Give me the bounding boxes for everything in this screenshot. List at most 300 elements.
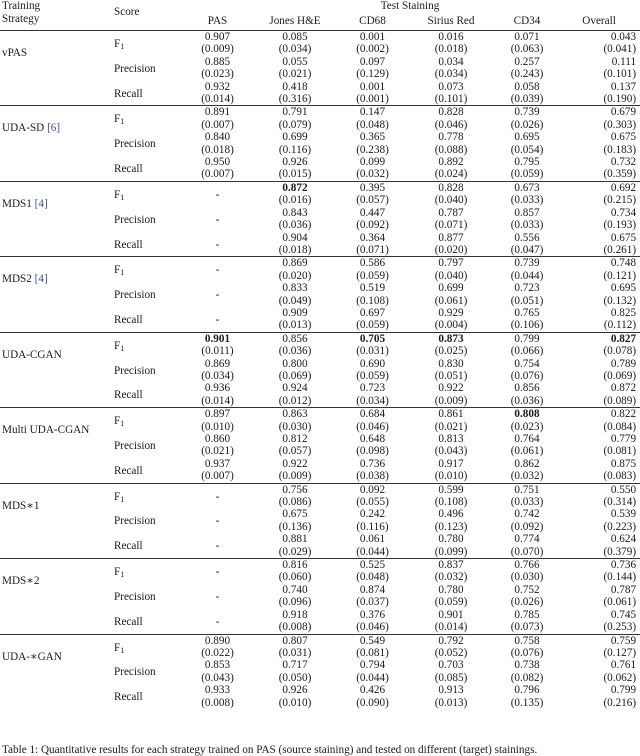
std-value: (0.085) xyxy=(434,671,468,684)
value-cell-pas xyxy=(180,31,255,56)
mean-value: 0.795 xyxy=(514,156,540,169)
header-row-1 xyxy=(0,0,640,15)
std-value: (0.106) xyxy=(510,319,544,332)
value-cell-jones-he xyxy=(255,332,335,357)
mean-value: 0.754 xyxy=(514,357,540,370)
strategy-citation: [4] xyxy=(34,197,48,210)
mean-value: 0.780 xyxy=(438,583,464,596)
std-value: (0.016) xyxy=(278,194,312,207)
value-cell-cd34 xyxy=(492,257,562,282)
std-value: (0.223) xyxy=(603,520,637,533)
mean-value: 0.675 xyxy=(610,131,637,144)
metric-subscript: 1 xyxy=(120,343,125,353)
value-cell-jones-he xyxy=(255,31,335,56)
metric-f1-label xyxy=(110,106,180,131)
std-value: (0.071) xyxy=(356,243,389,256)
value-cell-cd68 xyxy=(335,433,410,458)
value-cell-pas xyxy=(180,81,255,106)
std-value: (0.026) xyxy=(510,118,544,131)
std-value: (0.008) xyxy=(278,621,312,634)
table-row xyxy=(0,31,640,56)
std-value: (0.032) xyxy=(356,168,389,181)
std-value: (0.116) xyxy=(356,520,389,533)
mean-value: 0.833 xyxy=(282,282,308,295)
metric-precision-label xyxy=(110,659,180,684)
mean-value: 0.936 xyxy=(204,382,231,395)
value-cell-sirius-red xyxy=(410,207,492,232)
std-value: (0.043) xyxy=(201,671,234,684)
metric-f1-label xyxy=(110,408,180,433)
std-value: (0.081) xyxy=(356,646,389,659)
strategy-name: MDS∗2 xyxy=(2,575,40,588)
value-cell-pas xyxy=(180,684,255,709)
std-value: (0.073) xyxy=(510,621,544,634)
mean-value: 0.058 xyxy=(514,80,540,93)
value-cell-cd68 xyxy=(335,207,410,232)
std-value: (0.013) xyxy=(278,319,312,332)
mean-value: 0.364 xyxy=(359,231,386,244)
not-applicable-dash: - xyxy=(215,313,220,326)
std-value: (0.033) xyxy=(510,219,544,232)
std-value: (0.136) xyxy=(278,520,312,533)
value-cell-sirius-red xyxy=(410,181,492,206)
mean-value: 0.099 xyxy=(359,156,386,169)
value-cell-sirius-red xyxy=(410,408,492,433)
std-value: (0.061) xyxy=(510,445,544,458)
mean-value: 0.872 xyxy=(610,382,637,395)
metric-name: Recall xyxy=(114,540,143,553)
metric-name: Precision xyxy=(114,666,156,679)
mean-value: 0.799 xyxy=(610,684,637,697)
value-cell-overall xyxy=(562,358,640,383)
std-value: (0.024) xyxy=(434,168,468,181)
std-value: (0.098) xyxy=(356,445,389,458)
metric-precision-label xyxy=(110,131,180,156)
value-cell-overall xyxy=(562,131,640,156)
strategy-name: MDS1 xyxy=(2,197,32,210)
metric-name: Precision xyxy=(114,213,156,226)
std-value: (0.008) xyxy=(201,696,234,709)
std-value: (0.127) xyxy=(603,646,637,659)
mean-value: 0.695 xyxy=(514,131,540,144)
std-value: (0.036) xyxy=(278,345,312,358)
std-value: (0.046) xyxy=(356,621,389,634)
mean-value: 0.822 xyxy=(610,408,637,421)
std-value: (0.070) xyxy=(510,545,544,558)
value-cell-overall xyxy=(562,483,640,508)
std-value: (0.359) xyxy=(603,168,637,181)
mean-value: 0.697 xyxy=(359,306,386,319)
std-value: (0.253) xyxy=(603,621,637,634)
strategy-name: MDS2 xyxy=(2,273,32,286)
value-cell-cd68 xyxy=(335,508,410,533)
value-cell-cd34 xyxy=(492,559,562,584)
metric-name: Recall xyxy=(114,238,143,251)
metric-precision-label xyxy=(110,282,180,307)
mean-value: 0.907 xyxy=(204,31,231,43)
mean-value: 0.937 xyxy=(204,457,231,470)
std-value: (0.009) xyxy=(201,43,234,56)
value-cell-sirius-red xyxy=(410,382,492,407)
metric-recall-label xyxy=(110,533,180,558)
std-value: (0.046) xyxy=(356,420,389,433)
value-cell-sirius-red xyxy=(410,282,492,307)
std-value: (0.044) xyxy=(510,269,544,282)
metric-name: Recall xyxy=(114,464,143,477)
table-row xyxy=(0,257,640,282)
value-cell-cd68 xyxy=(335,408,410,433)
value-cell-pas xyxy=(180,559,255,584)
std-value: (0.004) xyxy=(434,319,468,332)
value-cell-jones-he xyxy=(255,533,335,558)
std-value: (0.216) xyxy=(603,696,637,709)
value-cell-cd34 xyxy=(492,156,562,181)
mean-value: 0.828 xyxy=(438,106,464,119)
results-table-body xyxy=(0,31,640,709)
mean-value: 0.723 xyxy=(514,282,540,295)
value-cell-cd68 xyxy=(335,533,410,558)
std-value: (0.020) xyxy=(278,269,312,282)
value-cell-overall xyxy=(562,307,640,332)
std-value: (0.034) xyxy=(278,43,312,56)
value-cell-cd68 xyxy=(335,358,410,383)
mean-value: 0.705 xyxy=(359,332,386,345)
value-cell-cd34 xyxy=(492,382,562,407)
value-cell-cd34 xyxy=(492,659,562,684)
std-value: (0.076) xyxy=(510,369,544,382)
std-value: (0.078) xyxy=(603,345,637,358)
std-value: (0.044) xyxy=(356,671,389,684)
value-cell-cd34 xyxy=(492,56,562,81)
value-cell-jones-he xyxy=(255,307,335,332)
value-cell-jones-he xyxy=(255,106,335,131)
std-value: (0.037) xyxy=(356,596,389,609)
mean-value: 0.922 xyxy=(282,457,308,470)
value-cell-cd34 xyxy=(492,181,562,206)
mean-value: 0.734 xyxy=(610,206,637,219)
value-cell-jones-he xyxy=(255,634,335,659)
std-value: (0.001) xyxy=(356,93,389,106)
strategy-name: UDA-SD xyxy=(2,122,45,135)
mean-value: 0.764 xyxy=(514,433,540,445)
mean-value: 0.861 xyxy=(438,408,464,421)
mean-value: 0.828 xyxy=(438,181,464,194)
value-cell-overall xyxy=(562,282,640,307)
mean-value: 0.751 xyxy=(514,483,540,496)
value-cell-pas xyxy=(180,307,255,332)
std-value: (0.030) xyxy=(278,420,312,433)
std-value: (0.002) xyxy=(356,43,389,56)
not-applicable-dash: - xyxy=(215,490,220,503)
value-cell-overall xyxy=(562,106,640,131)
std-value: (0.011) xyxy=(201,345,234,358)
mean-value: 0.732 xyxy=(610,156,637,169)
value-cell-sirius-red xyxy=(410,533,492,558)
not-applicable-dash: - xyxy=(215,264,220,277)
mean-value: 0.739 xyxy=(514,257,540,270)
metric-subscript: 1 xyxy=(120,192,125,202)
std-value: (0.057) xyxy=(278,445,312,458)
metric-name: F xyxy=(114,113,121,126)
value-cell-sirius-red xyxy=(410,458,492,483)
value-cell-cd68 xyxy=(335,282,410,307)
std-value: (0.041) xyxy=(603,43,637,56)
value-cell-cd68 xyxy=(335,634,410,659)
mean-value: 0.890 xyxy=(204,634,231,647)
std-value: (0.193) xyxy=(603,219,637,232)
std-value: (0.033) xyxy=(510,496,544,509)
mean-value: 0.874 xyxy=(359,583,386,596)
mean-value: 0.426 xyxy=(359,684,386,697)
std-value: (0.059) xyxy=(434,596,468,609)
mean-value: 0.539 xyxy=(610,508,637,521)
mean-value: 0.892 xyxy=(438,156,464,169)
value-cell-pas xyxy=(180,257,255,282)
value-cell-overall xyxy=(562,56,640,81)
table-row xyxy=(0,332,640,357)
mean-value: 0.071 xyxy=(514,31,540,43)
metric-recall-label xyxy=(110,458,180,483)
training-strategy-cell xyxy=(0,181,110,256)
value-cell-sirius-red xyxy=(410,81,492,106)
std-value: (0.038) xyxy=(356,470,389,483)
std-value: (0.033) xyxy=(510,194,544,207)
strategy-name: UDA-CGAN xyxy=(2,348,62,361)
std-value: (0.059) xyxy=(356,369,389,382)
std-value: (0.010) xyxy=(201,420,234,433)
mean-value: 0.016 xyxy=(438,31,464,43)
value-cell-pas xyxy=(180,131,255,156)
value-cell-cd68 xyxy=(335,257,410,282)
std-value: (0.101) xyxy=(434,93,468,106)
table-row xyxy=(0,408,640,433)
mean-value: 0.860 xyxy=(204,433,231,445)
std-value: (0.018) xyxy=(278,243,312,256)
std-value: (0.040) xyxy=(434,269,468,282)
std-value: (0.054) xyxy=(510,143,544,156)
value-cell-cd34 xyxy=(492,584,562,609)
table-row xyxy=(0,181,640,206)
value-cell-sirius-red xyxy=(410,307,492,332)
value-cell-sirius-red xyxy=(410,31,492,56)
strategy-citation: [6] xyxy=(47,122,61,135)
mean-value: 0.780 xyxy=(438,533,464,546)
value-cell-pas xyxy=(180,659,255,684)
mean-value: 0.933 xyxy=(204,684,231,697)
mean-value: 0.740 xyxy=(282,583,308,596)
mean-value: 0.774 xyxy=(514,533,540,546)
value-cell-jones-he xyxy=(255,257,335,282)
mean-value: 0.061 xyxy=(359,533,386,546)
mean-value: 0.137 xyxy=(610,80,637,93)
value-cell-jones-he xyxy=(255,433,335,458)
mean-value: 0.787 xyxy=(438,206,464,219)
not-applicable-dash: - xyxy=(215,238,220,251)
mean-value: 0.785 xyxy=(514,608,540,621)
mean-value: 0.673 xyxy=(514,181,540,194)
mean-value: 0.679 xyxy=(610,106,637,119)
value-cell-overall xyxy=(562,81,640,106)
metric-name: F xyxy=(114,566,121,579)
strategy-name: UDA-∗GAN xyxy=(2,650,62,663)
value-cell-pas xyxy=(180,458,255,483)
value-cell-jones-he xyxy=(255,382,335,407)
value-cell-overall xyxy=(562,433,640,458)
value-cell-cd68 xyxy=(335,483,410,508)
value-cell-jones-he xyxy=(255,609,335,634)
mean-value: 0.586 xyxy=(359,257,386,270)
mean-value: 0.759 xyxy=(610,634,637,647)
std-value: (0.112) xyxy=(603,319,637,332)
std-value: (0.088) xyxy=(434,143,468,156)
value-cell-jones-he xyxy=(255,508,335,533)
value-cell-sirius-red xyxy=(410,156,492,181)
metric-f1-label xyxy=(110,332,180,357)
value-cell-sirius-red xyxy=(410,559,492,584)
header-col-cd34: CD34 xyxy=(492,15,562,31)
mean-value: 0.869 xyxy=(282,257,308,270)
mean-value: 0.766 xyxy=(514,559,540,572)
mean-value: 0.922 xyxy=(438,382,464,395)
table-row xyxy=(0,106,640,131)
metric-subscript: 1 xyxy=(120,419,125,429)
std-value: (0.014) xyxy=(201,93,234,106)
metric-precision-label xyxy=(110,56,180,81)
value-cell-pas xyxy=(180,609,255,634)
value-cell-cd68 xyxy=(335,31,410,56)
value-cell-jones-he xyxy=(255,684,335,709)
value-cell-overall xyxy=(562,609,640,634)
value-cell-sirius-red xyxy=(410,106,492,131)
value-cell-cd34 xyxy=(492,684,562,709)
value-cell-jones-he xyxy=(255,584,335,609)
value-cell-jones-he xyxy=(255,358,335,383)
metric-name: Recall xyxy=(114,389,143,402)
std-value: (0.015) xyxy=(278,168,312,181)
value-cell-pas xyxy=(180,358,255,383)
table-row xyxy=(0,559,640,584)
not-applicable-dash: - xyxy=(215,540,220,553)
mean-value: 0.797 xyxy=(438,257,464,270)
mean-value: 0.917 xyxy=(438,457,464,470)
mean-value: 0.097 xyxy=(359,55,386,68)
std-value: (0.023) xyxy=(510,420,544,433)
value-cell-cd34 xyxy=(492,207,562,232)
training-strategy-cell xyxy=(0,408,110,483)
training-strategy-cell xyxy=(0,106,110,181)
std-value: (0.051) xyxy=(434,369,468,382)
mean-value: 0.745 xyxy=(610,608,637,621)
value-cell-cd68 xyxy=(335,332,410,357)
metric-name: Precision xyxy=(114,440,156,452)
value-cell-cd34 xyxy=(492,232,562,257)
mean-value: 0.827 xyxy=(610,332,637,345)
mean-value: 0.787 xyxy=(610,583,637,596)
std-value: (0.021) xyxy=(201,445,234,458)
strategy-name: vPAS xyxy=(2,47,28,59)
std-value: (0.026) xyxy=(510,596,544,609)
mean-value: 0.924 xyxy=(282,382,308,395)
std-value: (0.039) xyxy=(510,93,544,106)
mean-value: 0.738 xyxy=(514,659,540,672)
value-cell-sirius-red xyxy=(410,508,492,533)
value-cell-cd68 xyxy=(335,307,410,332)
std-value: (0.061) xyxy=(434,294,468,307)
metric-recall-label xyxy=(110,232,180,257)
value-cell-pas xyxy=(180,584,255,609)
value-cell-cd34 xyxy=(492,408,562,433)
std-value: (0.034) xyxy=(434,68,468,81)
mean-value: 0.913 xyxy=(438,684,464,697)
value-cell-sirius-red xyxy=(410,483,492,508)
std-value: (0.047) xyxy=(510,243,544,256)
mean-value: 0.881 xyxy=(282,533,308,546)
mean-value: 0.796 xyxy=(514,684,540,697)
std-value: (0.021) xyxy=(278,68,312,81)
metric-name: Recall xyxy=(114,163,143,176)
std-value: (0.029) xyxy=(278,545,312,558)
std-value: (0.059) xyxy=(356,319,389,332)
std-value: (0.101) xyxy=(603,68,637,81)
strategy-name: MDS∗1 xyxy=(2,499,40,512)
value-cell-overall xyxy=(562,458,640,483)
std-value: (0.046) xyxy=(434,118,468,131)
metric-subscript: 1 xyxy=(120,268,125,278)
mean-value: 0.808 xyxy=(514,408,540,421)
std-value: (0.010) xyxy=(278,696,312,709)
value-cell-pas xyxy=(180,483,255,508)
mean-value: 0.872 xyxy=(282,181,308,194)
value-cell-overall xyxy=(562,684,640,709)
std-value: (0.030) xyxy=(510,571,544,584)
mean-value: 0.043 xyxy=(610,31,637,43)
metric-name: Precision xyxy=(114,62,156,75)
metric-recall-label xyxy=(110,684,180,709)
std-value: (0.018) xyxy=(434,43,468,56)
value-cell-pas xyxy=(180,106,255,131)
mean-value: 0.825 xyxy=(610,306,637,319)
value-cell-pas xyxy=(180,232,255,257)
metric-name: Recall xyxy=(114,615,143,628)
mean-value: 0.794 xyxy=(359,659,386,672)
mean-value: 0.873 xyxy=(438,332,464,345)
std-value: (0.061) xyxy=(603,596,637,609)
std-value: (0.031) xyxy=(278,646,312,659)
metric-f1-label xyxy=(110,181,180,206)
value-cell-cd68 xyxy=(335,458,410,483)
std-value: (0.059) xyxy=(356,269,389,282)
std-value: (0.092) xyxy=(356,219,389,232)
std-value: (0.082) xyxy=(510,671,544,684)
std-value: (0.132) xyxy=(603,294,637,307)
std-value: (0.108) xyxy=(356,294,389,307)
value-cell-overall xyxy=(562,257,640,282)
mean-value: 0.885 xyxy=(204,55,231,68)
value-cell-sirius-red xyxy=(410,634,492,659)
value-cell-jones-he xyxy=(255,559,335,584)
value-cell-sirius-red xyxy=(410,609,492,634)
value-cell-pas xyxy=(180,181,255,206)
std-value: (0.021) xyxy=(434,420,468,433)
value-cell-jones-he xyxy=(255,483,335,508)
mean-value: 0.800 xyxy=(282,357,308,370)
value-cell-overall xyxy=(562,533,640,558)
mean-value: 0.692 xyxy=(610,181,637,194)
strategy-citation: [4] xyxy=(34,273,48,286)
mean-value: 0.792 xyxy=(438,634,464,647)
std-value: (0.040) xyxy=(434,194,468,207)
mean-value: 0.789 xyxy=(610,357,637,370)
